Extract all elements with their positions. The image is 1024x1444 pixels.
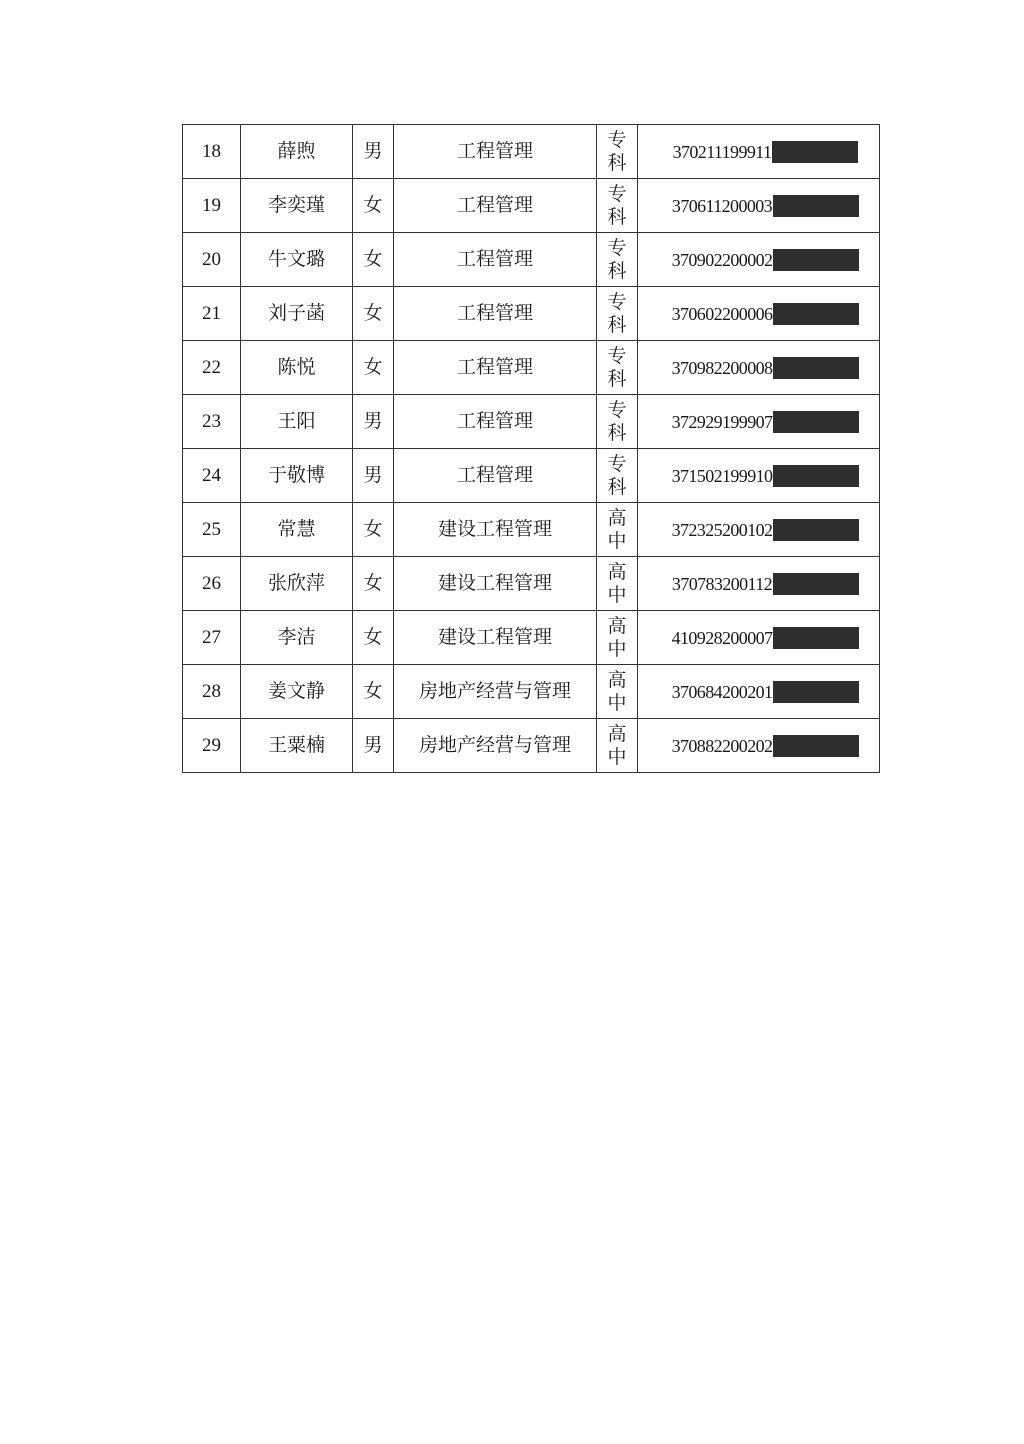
name-cell: 王粟楠 <box>241 719 353 773</box>
major-cell: 建设工程管理 <box>394 557 597 611</box>
table-row <box>183 287 880 341</box>
row-number-cell: 18 <box>183 125 241 179</box>
redaction-block <box>773 519 859 541</box>
id-number-prefix: 370783200112 <box>671 573 773 594</box>
redaction-block <box>773 411 859 433</box>
table-row <box>183 179 880 233</box>
education-text: 高中 <box>607 506 627 552</box>
table-row <box>183 557 880 611</box>
major-cell: 工程管理 <box>394 233 597 287</box>
education-cell <box>597 611 638 665</box>
major-cell: 工程管理 <box>394 449 597 503</box>
table-row <box>183 665 880 719</box>
education-text: 专科 <box>607 182 627 228</box>
education-text: 高中 <box>607 560 627 606</box>
row-number-cell: 20 <box>183 233 241 287</box>
name-cell: 常慧 <box>241 503 353 557</box>
id-number-cell <box>638 503 880 557</box>
row-number-cell: 29 <box>183 719 241 773</box>
table-row <box>183 449 880 503</box>
name-cell: 薛煦 <box>241 125 353 179</box>
education-text: 专科 <box>607 290 627 336</box>
education-text: 专科 <box>607 398 627 444</box>
redaction-block <box>773 465 859 487</box>
id-number-prefix: 371502199910 <box>671 465 773 486</box>
name-cell: 王阳 <box>241 395 353 449</box>
education-text: 高中 <box>607 722 627 768</box>
row-number-cell: 22 <box>183 341 241 395</box>
major-cell: 工程管理 <box>394 395 597 449</box>
major-cell: 工程管理 <box>394 341 597 395</box>
redaction-block <box>773 573 859 595</box>
id-number-prefix: 370211199911 <box>672 141 772 162</box>
id-number-prefix: 370684200201 <box>671 681 773 702</box>
row-number-cell: 28 <box>183 665 241 719</box>
education-cell <box>597 665 638 719</box>
name-cell: 姜文静 <box>241 665 353 719</box>
major-cell: 房地产经营与管理 <box>394 665 597 719</box>
id-number-prefix: 410928200007 <box>671 627 773 648</box>
id-number-cell <box>638 233 880 287</box>
major-cell: 工程管理 <box>394 287 597 341</box>
id-number-prefix: 372325200102 <box>671 519 773 540</box>
row-number-cell: 23 <box>183 395 241 449</box>
id-number-prefix: 370902200002 <box>671 249 773 270</box>
row-number-cell: 27 <box>183 611 241 665</box>
education-text: 高中 <box>607 668 627 714</box>
id-number-prefix: 370982200008 <box>671 357 773 378</box>
major-cell: 工程管理 <box>394 179 597 233</box>
name-cell: 牛文璐 <box>241 233 353 287</box>
education-cell <box>597 233 638 287</box>
redaction-block <box>773 303 859 325</box>
gender-cell: 男 <box>353 125 394 179</box>
major-cell: 建设工程管理 <box>394 611 597 665</box>
gender-cell: 男 <box>353 395 394 449</box>
education-cell <box>597 395 638 449</box>
id-number-cell <box>638 611 880 665</box>
name-cell: 刘子菡 <box>241 287 353 341</box>
id-number-prefix: 370602200006 <box>671 303 773 324</box>
id-number-cell <box>638 341 880 395</box>
redaction-block <box>773 249 859 271</box>
id-number-cell <box>638 287 880 341</box>
gender-cell: 男 <box>353 719 394 773</box>
id-number-prefix: 372929199907 <box>671 411 773 432</box>
redaction-block <box>773 627 859 649</box>
education-text: 专科 <box>607 236 627 282</box>
name-cell: 李奕瑾 <box>241 179 353 233</box>
table-row <box>183 125 880 179</box>
education-cell <box>597 341 638 395</box>
education-text: 高中 <box>607 614 627 660</box>
id-number-cell <box>638 179 880 233</box>
name-cell: 张欣萍 <box>241 557 353 611</box>
id-number-cell <box>638 557 880 611</box>
name-cell: 于敬博 <box>241 449 353 503</box>
gender-cell: 男 <box>353 449 394 503</box>
row-number-cell: 24 <box>183 449 241 503</box>
id-number-cell <box>638 719 880 773</box>
education-cell <box>597 557 638 611</box>
table-row <box>183 233 880 287</box>
row-number-cell: 26 <box>183 557 241 611</box>
gender-cell: 女 <box>353 233 394 287</box>
major-cell: 建设工程管理 <box>394 503 597 557</box>
gender-cell: 女 <box>353 287 394 341</box>
major-cell: 工程管理 <box>394 125 597 179</box>
education-cell <box>597 287 638 341</box>
row-number-cell: 19 <box>183 179 241 233</box>
redaction-block <box>772 141 858 163</box>
redaction-block <box>773 357 859 379</box>
personnel-table <box>182 124 880 773</box>
id-number-cell <box>638 395 880 449</box>
name-cell: 李洁 <box>241 611 353 665</box>
major-cell: 房地产经营与管理 <box>394 719 597 773</box>
gender-cell: 女 <box>353 665 394 719</box>
gender-cell: 女 <box>353 341 394 395</box>
row-number-cell: 21 <box>183 287 241 341</box>
id-number-prefix: 370882200202 <box>671 735 773 756</box>
redaction-block <box>773 195 859 217</box>
education-text: 专科 <box>607 128 627 174</box>
redaction-block <box>773 681 859 703</box>
education-cell <box>597 449 638 503</box>
id-number-cell <box>638 449 880 503</box>
table-row <box>183 719 880 773</box>
education-cell <box>597 125 638 179</box>
redaction-block <box>773 735 859 757</box>
gender-cell: 女 <box>353 179 394 233</box>
gender-cell: 女 <box>353 503 394 557</box>
table-row <box>183 341 880 395</box>
id-number-cell <box>638 125 880 179</box>
education-cell <box>597 503 638 557</box>
table-row <box>183 395 880 449</box>
education-cell <box>597 719 638 773</box>
education-text: 专科 <box>607 452 627 498</box>
id-number-cell <box>638 665 880 719</box>
row-number-cell: 25 <box>183 503 241 557</box>
name-cell: 陈悦 <box>241 341 353 395</box>
personnel-table-body <box>183 125 880 773</box>
table-row <box>183 611 880 665</box>
table-row <box>183 503 880 557</box>
id-number-prefix: 370611200003 <box>671 195 773 216</box>
education-cell <box>597 179 638 233</box>
education-text: 专科 <box>607 344 627 390</box>
gender-cell: 女 <box>353 611 394 665</box>
gender-cell: 女 <box>353 557 394 611</box>
